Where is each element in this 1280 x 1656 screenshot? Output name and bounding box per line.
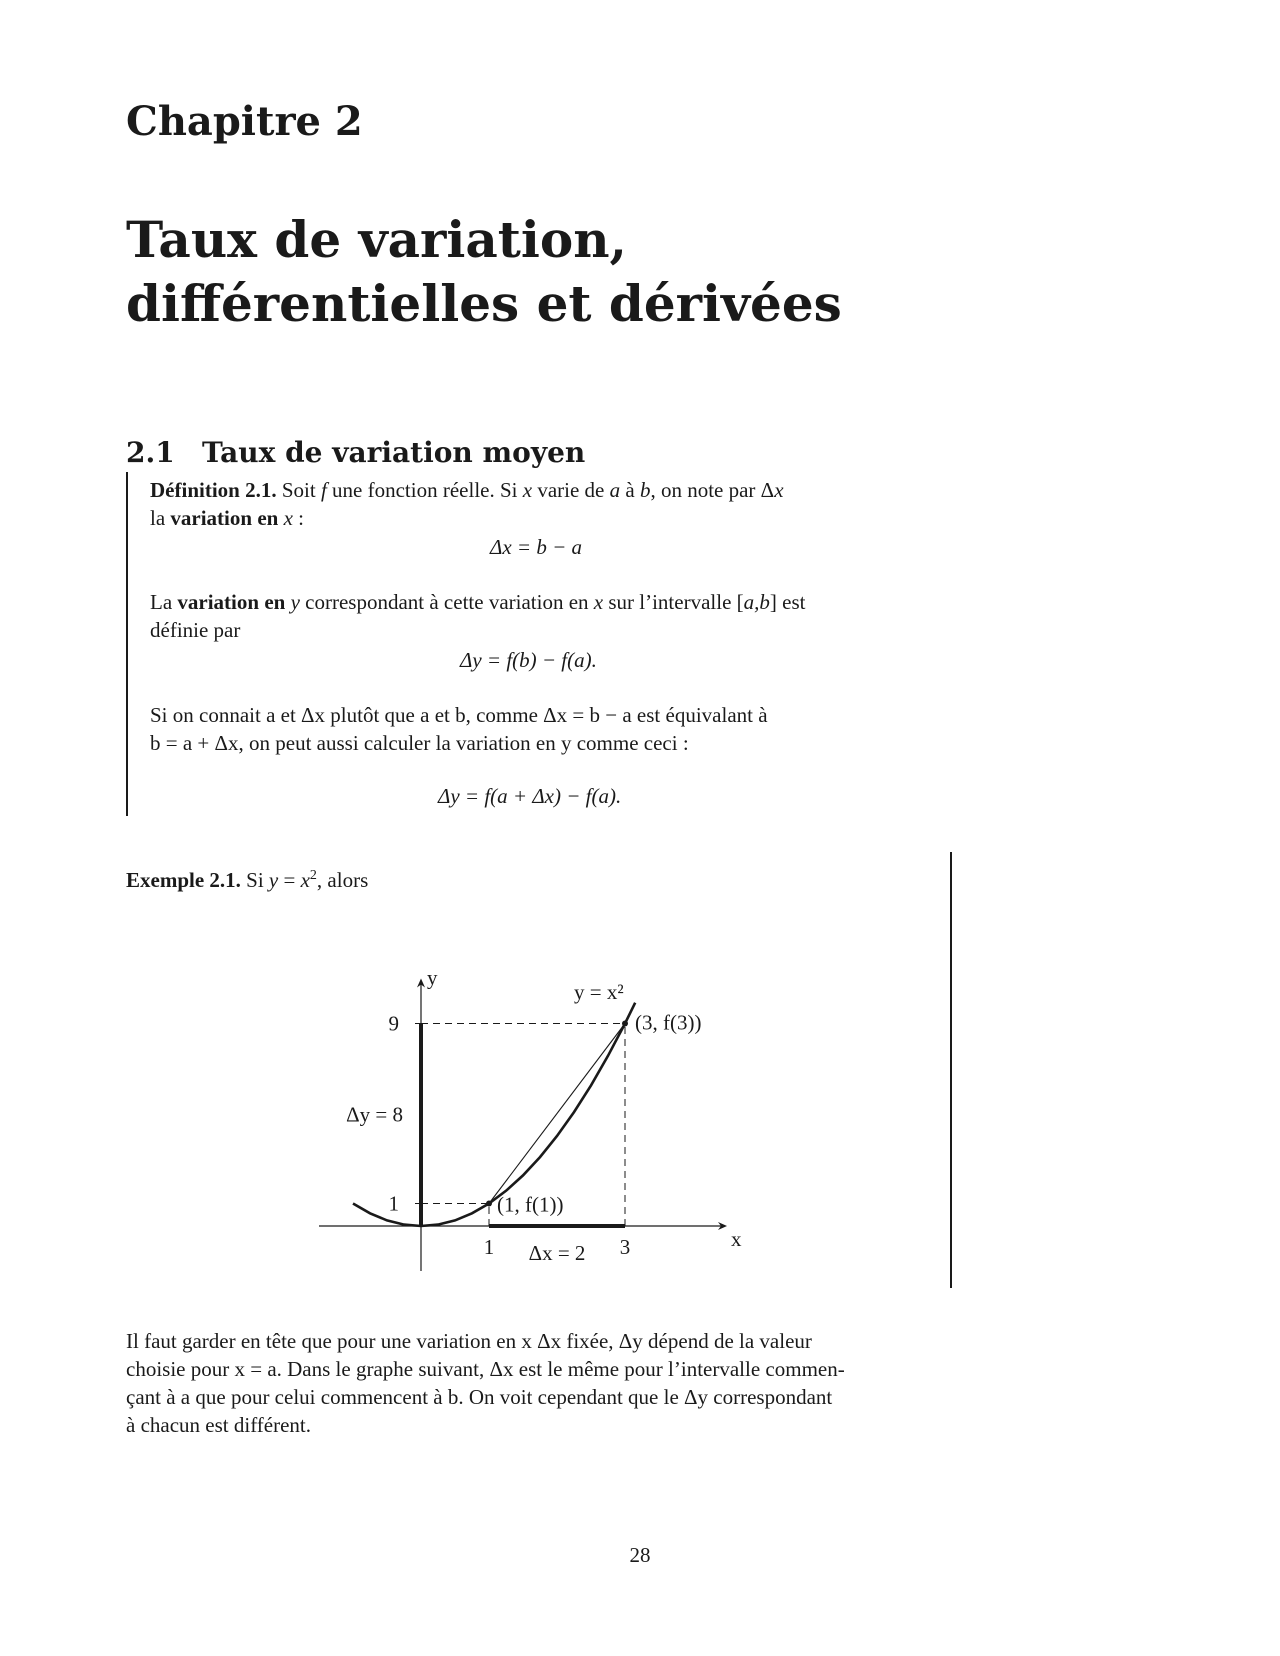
text-run: variation en [177, 590, 291, 614]
y-tick-label: 9 [388, 1011, 399, 1036]
text-run: x [593, 590, 604, 614]
text-run: b [639, 478, 651, 502]
section-number: 2.1 [126, 436, 175, 469]
text-run: a,b [743, 590, 770, 614]
text-run: x [522, 478, 533, 502]
chapter-label: Chapitre 2 [126, 98, 363, 145]
text-run: 2 [309, 868, 317, 883]
point-marker [622, 1021, 628, 1027]
text-run: varie de [532, 478, 610, 502]
definition-p3-line-1: Si on connait a et Δx plutôt que a et b, comme Δx = b − a est équivalant à [150, 703, 768, 727]
text-run: Soit [281, 478, 321, 502]
section-title: Taux de variation moyen [202, 436, 586, 469]
definition-p3-line-2: b = a + Δx, on peut aussi calculer la variation en y comme ceci : [150, 731, 689, 755]
y-tick-label: 1 [388, 1191, 399, 1216]
text-run: a [609, 478, 621, 502]
curve-label: y = x² [574, 979, 624, 1004]
equation-delta-x: Δx = b − a [490, 535, 582, 559]
text-run: sur l’intervalle [ [603, 590, 744, 614]
paragraph-line-1: Il faut garder en tête que pour une variation en x Δx fixée, Δy dépend de la valeur [126, 1329, 812, 1353]
text-run: variation en [170, 506, 284, 530]
text-run: une fonction réelle. Si [326, 478, 523, 502]
text-run: x [283, 506, 293, 530]
text-run: x [300, 868, 310, 892]
equation-delta-y: Δy = f(b) − f(a). [460, 648, 597, 672]
text-run: à [620, 478, 640, 502]
text-run: y [268, 868, 279, 892]
text-run: ] est [769, 590, 806, 614]
text-run: = [278, 868, 301, 892]
text-run: y [290, 590, 300, 614]
text-run: la [150, 506, 171, 530]
page-number: 28 [629, 1543, 651, 1567]
delta-x-label: Δx = 2 [528, 1241, 586, 1265]
text-run: correspondant à cette variation en [299, 590, 594, 614]
definition-p2-line-2: définie par [150, 618, 241, 642]
x-axis-label: x [731, 1227, 742, 1251]
paragraph-line-4: à chacun est différent. [126, 1413, 312, 1437]
y-axis-label: y [427, 965, 438, 990]
text-run: , alors [316, 868, 369, 892]
equation-delta-y-increment: Δy = f(a + Δx) − f(a). [438, 784, 622, 808]
example-label: Exemple 2.1. [126, 868, 241, 892]
text-run: x [774, 478, 784, 502]
x-tick-label: 3 [619, 1235, 631, 1259]
text-run: Si [240, 868, 269, 892]
text-run: : [292, 506, 304, 530]
point-label: (3, f(3)) [635, 1010, 702, 1035]
delta-y-label: Δy = 8 [346, 1102, 403, 1127]
paragraph-line-3: çant à a que pour celui commencent à b. On voit cependant que le Δy correspondant [126, 1385, 833, 1409]
point-marker [486, 1201, 492, 1207]
paragraph-line-2: choisie pour x = a. Dans le graphe suivant, Δx est le même pour l’intervalle commen- [126, 1357, 845, 1381]
point-label: (1, f(1)) [497, 1192, 564, 1217]
text-run: , on note par Δ [650, 478, 775, 502]
secant-line [489, 1024, 625, 1204]
text-run: f [320, 478, 327, 502]
definition-label: Définition 2.1. [150, 478, 277, 502]
x-tick-label: 1 [483, 1235, 495, 1259]
chapter-title: Taux de variation, différentielles et dérivées [126, 210, 842, 333]
text-run: La [150, 590, 178, 614]
